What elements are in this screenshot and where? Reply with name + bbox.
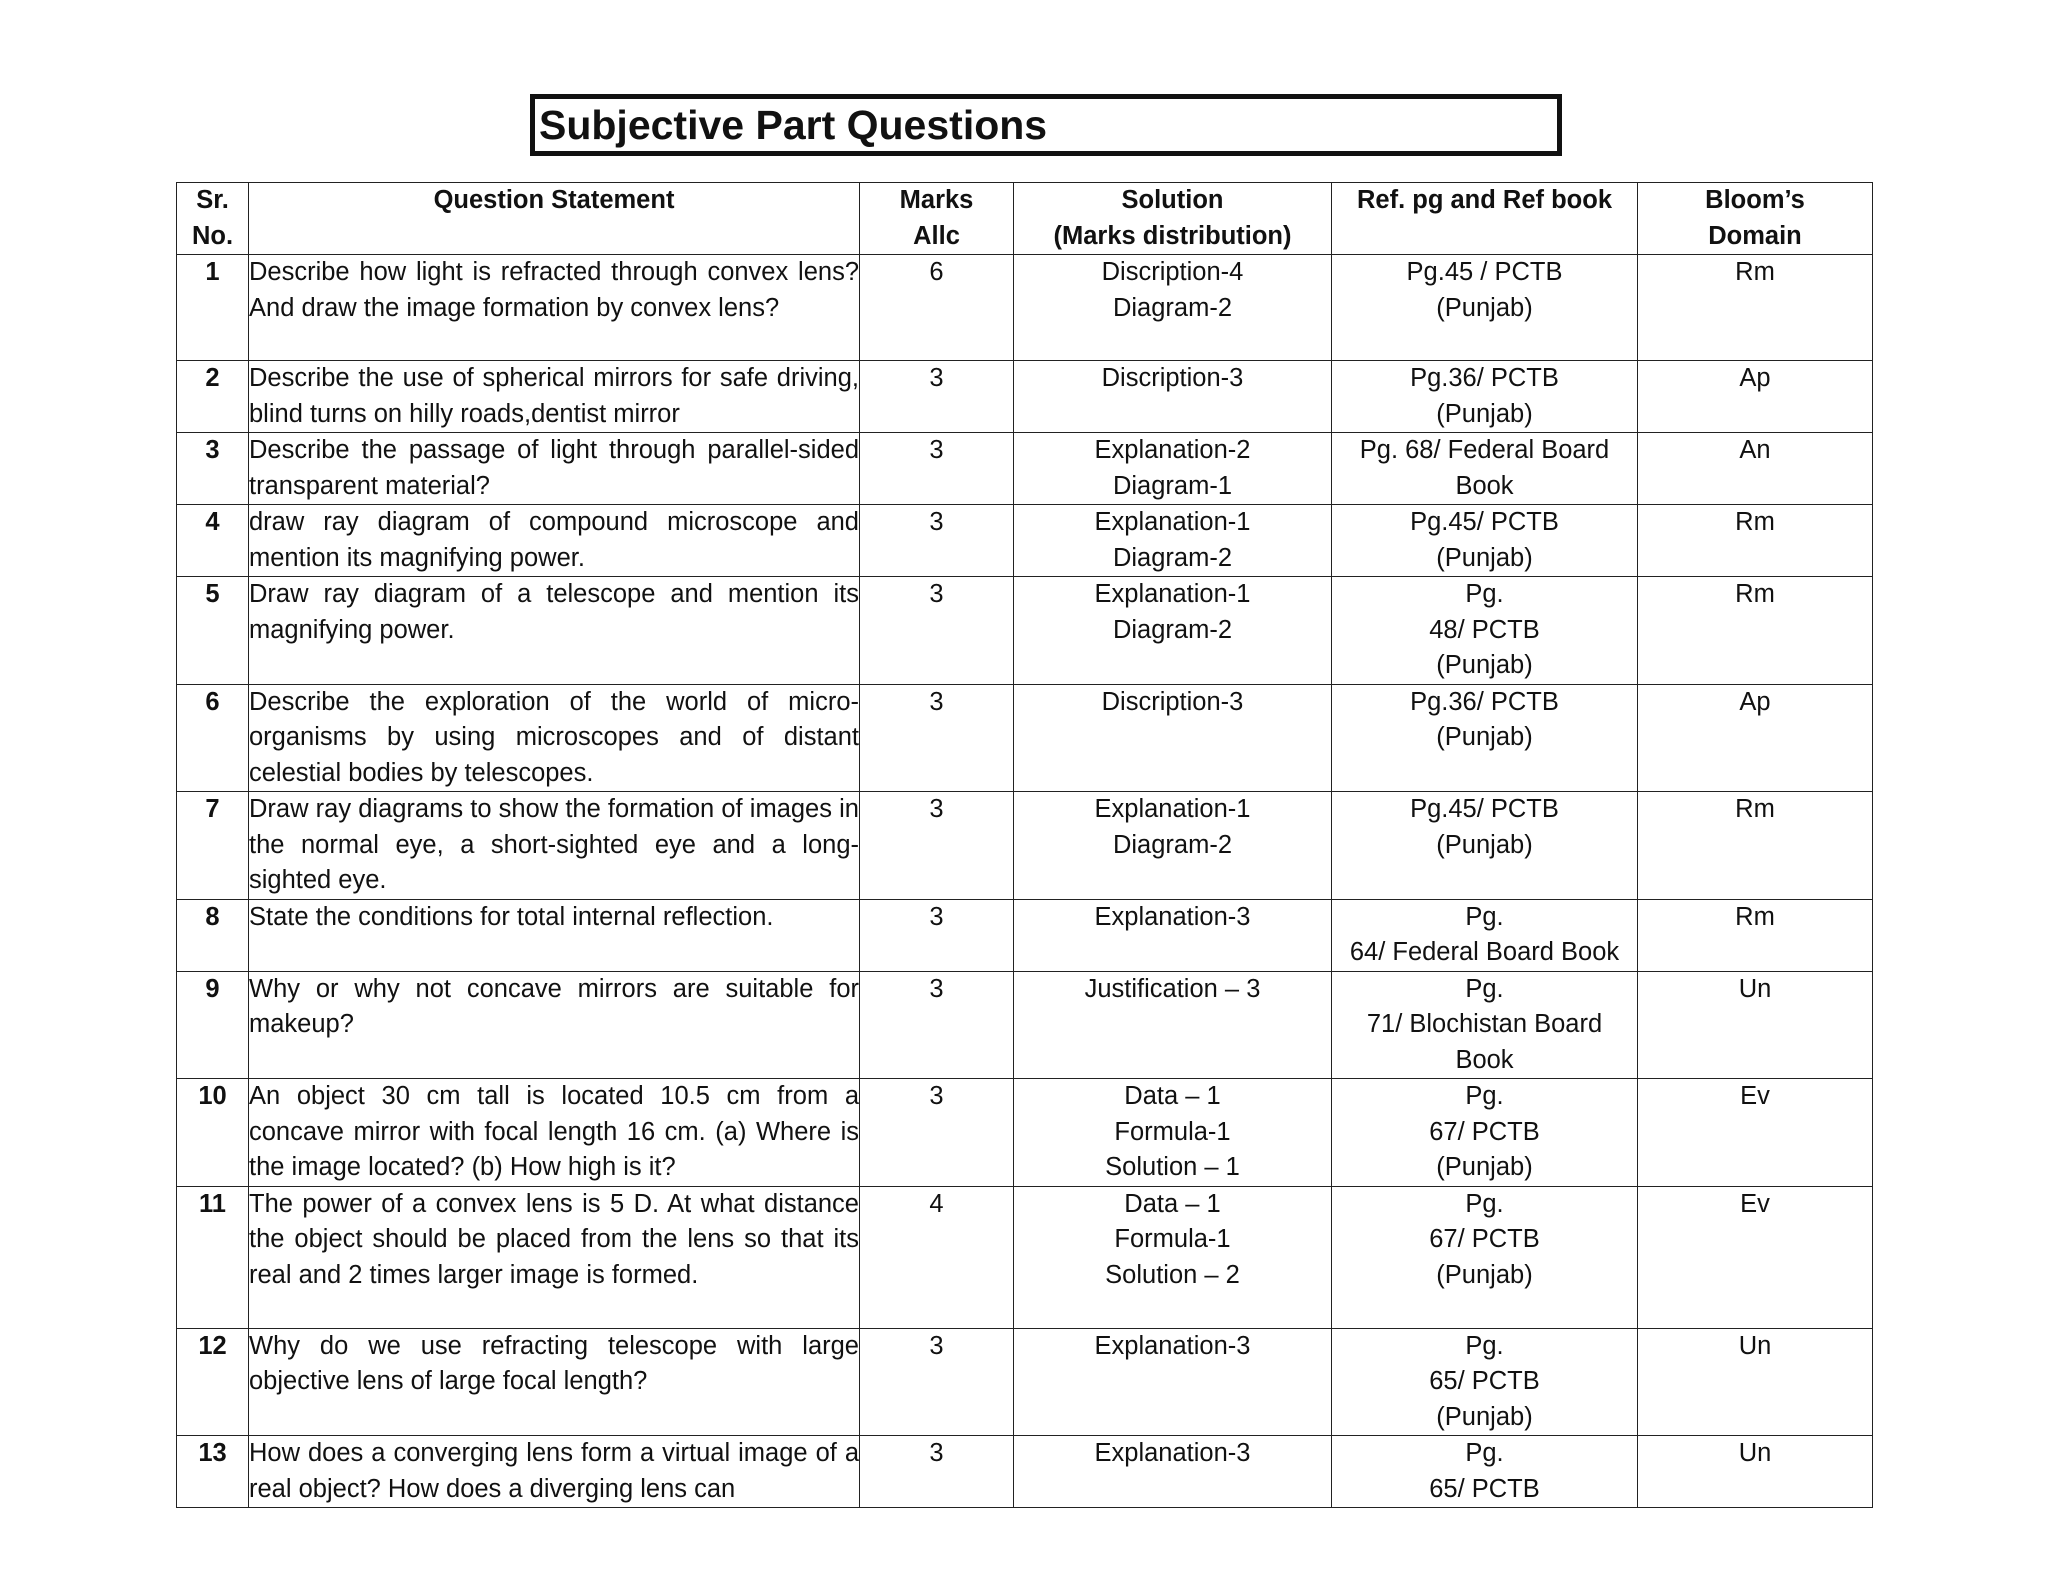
reference-book [1332,1436,1638,1508]
questions-table [176,182,1873,1508]
reference-line: 67/ PCTB [1429,1225,1540,1253]
solution-line: Formula-1 [1114,1117,1231,1146]
table-row [177,1328,1873,1436]
header-marks: Marks Allc [860,183,1014,255]
table-row [177,577,1873,685]
solution-line: Diagram-2 [1112,615,1233,644]
solution-line: Explanation-1 [1094,580,1251,608]
reference-line: Book [1455,1045,1514,1074]
reference-book [1332,361,1638,433]
marks-allocated: 3 [860,433,1014,505]
blooms-domain: Ev [1638,1079,1873,1187]
row-number: 3 [177,433,249,505]
solution-line: Explanation-3 [1094,902,1251,931]
solution-line: Data – 1 [1124,1189,1221,1218]
question-statement: Describe how light is refracted through convex lens? And draw the image formation by convex lens? [249,255,860,361]
blooms-domain: Rm [1638,899,1873,971]
blooms-domain: Un [1638,1328,1873,1436]
blooms-domain: Rm [1638,505,1873,577]
reference-book [1332,1328,1638,1436]
solution-distribution [1014,792,1332,900]
reference-line: Pg. [1465,1331,1504,1360]
blooms-domain: Ev [1638,1186,1873,1328]
question-statement: Describe the passage of light through parallel-sided transparent material? [249,433,860,505]
reference-line: Pg. [1465,902,1504,931]
marks-allocated: 3 [860,1328,1014,1436]
solution-distribution [1014,361,1332,433]
marks-allocated: 3 [860,684,1014,792]
reference-line: 67/ PCTB [1429,1117,1540,1146]
reference-line: Pg.36/ PCTB [1410,687,1559,716]
row-number: 4 [177,505,249,577]
solution-line: Data – 1 [1124,1082,1221,1110]
reference-line: (Punjab) [1436,1402,1533,1431]
question-statement: Describe the use of spherical mirrors for safe driving, blind turns on hilly roads,dentist mirror [249,361,860,433]
table-row [177,899,1873,971]
solution-distribution [1014,505,1332,577]
reference-line: (Punjab) [1436,1260,1533,1289]
reference-book [1332,505,1638,577]
reference-line: (Punjab) [1436,543,1533,572]
reference-line: Pg. [1465,1439,1504,1467]
reference-line: 65/ PCTB [1429,1474,1540,1503]
row-number: 6 [177,684,249,792]
reference-book [1332,577,1638,685]
solution-distribution [1014,1436,1332,1508]
table-row [177,1079,1873,1187]
table-row [177,255,1873,361]
reference-line: Pg. 68/ Federal Board [1359,436,1610,464]
marks-allocated: 3 [860,505,1014,577]
header-ref: Ref. pg and Ref book [1332,183,1638,255]
reference-book [1332,433,1638,505]
row-number: 11 [177,1186,249,1328]
reference-book [1332,971,1638,1079]
question-statement: Draw ray diagrams to show the formation of images in the normal eye, a short-sighted eye and a long-sighted eye. [249,792,860,900]
header-question: Question Statement [249,183,860,255]
reference-line: Pg. [1465,974,1504,1003]
solution-line: Explanation-3 [1094,1331,1251,1360]
solution-distribution [1014,899,1332,971]
row-number: 9 [177,971,249,1079]
reference-book [1332,1186,1638,1328]
marks-allocated: 3 [860,1436,1014,1508]
solution-line: Solution – 2 [1105,1260,1240,1289]
marks-allocated: 4 [860,1186,1014,1328]
table-row [177,971,1873,1079]
solution-distribution [1014,433,1332,505]
question-statement: State the conditions for total internal reflection. [249,899,860,971]
marks-allocated: 3 [860,577,1014,685]
reference-line: (Punjab) [1436,399,1533,428]
marks-allocated: 6 [860,255,1014,361]
header-blooms: Bloom’s Domain [1638,183,1873,255]
reference-book [1332,792,1638,900]
solution-line: Explanation-3 [1094,1439,1251,1467]
blooms-domain: Un [1638,971,1873,1079]
marks-allocated: 3 [860,971,1014,1079]
solution-distribution [1014,684,1332,792]
reference-line: Pg. [1465,1189,1504,1218]
solution-line: Discription-3 [1101,687,1244,716]
solution-line: Diagram-2 [1112,293,1233,322]
reference-line: Pg.45/ PCTB [1410,795,1559,823]
row-number: 10 [177,1079,249,1187]
reference-line: Book [1455,471,1514,500]
header-sr: Sr. No. [177,183,249,255]
solution-distribution [1014,1079,1332,1187]
solution-line: Justification – 3 [1084,974,1261,1003]
blooms-domain: Rm [1638,577,1873,685]
reference-book [1332,684,1638,792]
reference-line: Pg.36/ PCTB [1410,364,1559,392]
question-statement: How does a converging lens form a virtual image of a real object? How does a diverging lens can [249,1436,860,1508]
solution-line: Discription-4 [1101,258,1244,286]
solution-distribution [1014,1186,1332,1328]
solution-line: Explanation-2 [1094,436,1251,464]
solution-line: Explanation-1 [1094,508,1251,536]
reference-line: Pg.45 / PCTB [1406,258,1563,286]
blooms-domain: Rm [1638,255,1873,361]
reference-line: (Punjab) [1436,830,1533,859]
solution-line: Diagram-2 [1112,543,1233,572]
table-row [177,433,1873,505]
blooms-domain: Rm [1638,792,1873,900]
row-number: 12 [177,1328,249,1436]
blooms-domain: Ap [1638,361,1873,433]
reference-book [1332,255,1638,361]
reference-line: 48/ PCTB [1429,615,1540,644]
table-row [177,792,1873,900]
row-number: 1 [177,255,249,361]
row-number: 8 [177,899,249,971]
question-statement: draw ray diagram of compound microscope and mention its magnifying power. [249,505,860,577]
table-row [177,1436,1873,1508]
header-row [177,183,1873,255]
page-title: Subjective Part Questions [530,94,1562,156]
table-row [177,684,1873,792]
solution-line: Diagram-1 [1112,471,1233,500]
blooms-domain: Ap [1638,684,1873,792]
question-statement: Draw ray diagram of a telescope and mention its magnifying power. [249,577,860,685]
solution-distribution [1014,1328,1332,1436]
solution-line: Diagram-2 [1112,830,1233,859]
solution-line: Discription-3 [1101,364,1244,392]
row-number: 2 [177,361,249,433]
reference-line: (Punjab) [1436,651,1533,679]
question-statement: Why or why not concave mirrors are suitable for makeup? [249,971,860,1079]
reference-line: 64/ Federal Board Book [1349,938,1620,966]
solution-line: Explanation-1 [1094,795,1251,823]
solution-distribution [1014,577,1332,685]
table-row [177,1186,1873,1328]
reference-line: 65/ PCTB [1429,1367,1540,1395]
question-statement: The power of a convex lens is 5 D. At what distance the object should be placed from the lens so that its real and 2 times larger image is formed. [249,1186,860,1328]
reference-line: Pg.45/ PCTB [1410,508,1559,536]
marks-allocated: 3 [860,1079,1014,1187]
reference-line: (Punjab) [1436,293,1533,322]
marks-allocated: 3 [860,792,1014,900]
solution-line: Solution – 1 [1105,1153,1240,1181]
reference-line: Pg. [1465,1082,1504,1110]
reference-line: (Punjab) [1436,723,1533,751]
blooms-domain: Un [1638,1436,1873,1508]
solution-line: Formula-1 [1114,1225,1231,1253]
header-solution: Solution (Marks distribution) [1014,183,1332,255]
question-statement: Why do we use refracting telescope with large objective lens of large focal length? [249,1328,860,1436]
solution-distribution [1014,255,1332,361]
table-row [177,505,1873,577]
row-number: 13 [177,1436,249,1508]
question-statement: An object 30 cm tall is located 10.5 cm from a concave mirror with focal length 16 cm. (a) Where is the image located? (b) How high is it? [249,1079,860,1187]
solution-distribution [1014,971,1332,1079]
table-row [177,361,1873,433]
row-number: 5 [177,577,249,685]
reference-book [1332,1079,1638,1187]
marks-allocated: 3 [860,361,1014,433]
reference-book [1332,899,1638,971]
reference-line: Pg. [1465,580,1504,608]
reference-line: 71/ Blochistan Board [1366,1010,1603,1038]
question-statement: Describe the exploration of the world of micro-organisms by using microscopes and of distant celestial bodies by telescopes. [249,684,860,792]
blooms-domain: An [1638,433,1873,505]
reference-line: (Punjab) [1436,1153,1533,1181]
row-number: 7 [177,792,249,900]
marks-allocated: 3 [860,899,1014,971]
